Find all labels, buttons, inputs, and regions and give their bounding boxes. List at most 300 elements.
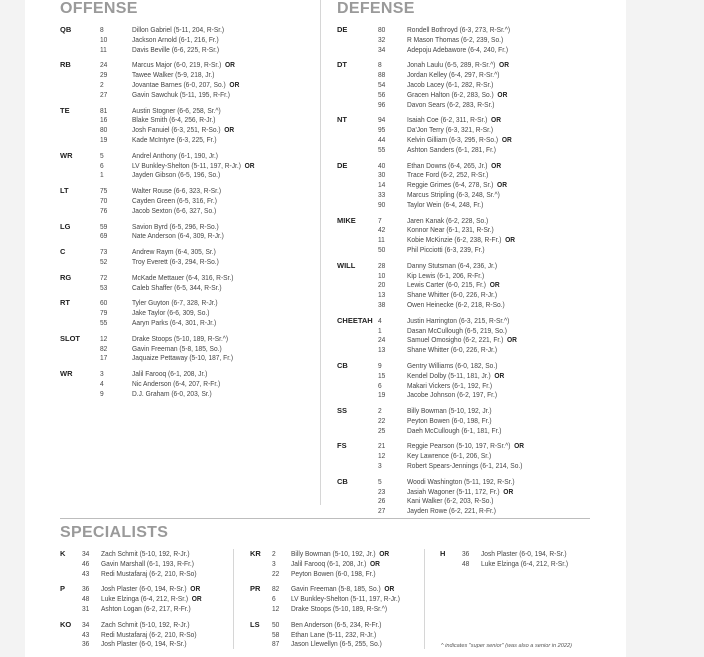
player-name: Billy Bowman (5-10, 192, Jr.) <box>407 406 492 416</box>
jersey-number: 22 <box>272 568 280 578</box>
jersey-number: 5 <box>100 150 104 160</box>
player-name: Tyler Guyton (6-7, 328, R-Jr.) <box>132 298 218 308</box>
player-entry <box>132 308 255 318</box>
player-entry <box>407 441 524 451</box>
position-label: KO <box>60 619 72 629</box>
jersey-number: 1 <box>378 325 382 335</box>
player-name: Davis Beville (6-6, 225, R-Sr.) <box>132 44 220 54</box>
player-name: Davon Sears (6-2, 283, R-Sr.) <box>407 99 495 109</box>
specialists-column-1 <box>60 549 210 655</box>
position-label: KR <box>250 549 261 558</box>
position-label: CB <box>337 476 348 486</box>
jersey-number: 53 <box>100 282 108 292</box>
player-entry <box>407 361 524 371</box>
position-group <box>337 25 534 54</box>
jersey-number: 13 <box>378 290 386 300</box>
player-name: Billy Bowman (5-10, 192, Jr.) <box>291 549 376 558</box>
jersey-number: 4 <box>100 378 104 388</box>
position-label: CB <box>337 360 348 370</box>
player-entry <box>132 318 255 328</box>
player-entry <box>407 45 524 55</box>
jersey-number: 32 <box>378 34 386 44</box>
position-group <box>440 549 576 569</box>
player-entry <box>132 389 255 399</box>
column-divider <box>320 0 321 505</box>
position-label: RT <box>60 298 70 308</box>
jersey-number: 8 <box>100 25 104 34</box>
player-name: McKade Mettauer (6-4, 316, R-Sr.) <box>132 272 234 282</box>
player-name: Robert Spears-Jennings (6-1, 214, So.) <box>407 461 523 471</box>
jersey-number: 29 <box>100 70 108 80</box>
player-entry <box>132 90 255 100</box>
position-label: SLOT <box>60 333 80 343</box>
specialists-divider-1 <box>233 549 234 649</box>
player-entry <box>132 125 255 135</box>
player-entry <box>132 196 255 206</box>
position-label: LG <box>60 221 71 231</box>
player-name: Jasiah Wagoner (5-11, 172, Fr.) <box>407 486 500 496</box>
player-entry <box>407 190 524 200</box>
jersey-number: 76 <box>100 205 108 215</box>
position-label: MIKE <box>337 215 356 225</box>
jersey-number: 36 <box>82 639 90 649</box>
jersey-number: 88 <box>378 70 386 80</box>
player-name: R Mason Thomas (6-2, 239, So.) <box>407 34 504 44</box>
player-name: Jalil Farooq (6-1, 208, Jr.) <box>132 369 208 379</box>
jersey-number: 12 <box>272 603 280 613</box>
jersey-number: 34 <box>378 44 386 54</box>
player-name: Woodi Washington (5-11, 192, R-Sr.) <box>407 476 515 486</box>
player-name: Josh Fanuiel (6-3, 251, R-So.) <box>132 125 221 135</box>
jersey-number: 79 <box>100 308 108 318</box>
jersey-number: 75 <box>100 186 108 196</box>
position-label: QB <box>60 25 72 34</box>
jersey-number: 52 <box>100 256 108 266</box>
position-group <box>60 273 265 293</box>
player-entry <box>407 261 524 271</box>
player-entry <box>407 100 524 110</box>
player-name: Andrew Raym (6-4, 305, Sr.) <box>132 247 216 257</box>
player-name: Peyton Bowen (6-0, 198, Fr.) <box>407 415 492 425</box>
player-name: Reggie Pearson (5-10, 197, R-Sr.^) <box>407 441 511 451</box>
player-entry <box>291 604 400 614</box>
player-entry <box>407 416 524 426</box>
player-name: Taylor Wein (6-4, 248, Fr.) <box>407 199 484 209</box>
or-marker: OR <box>370 558 380 568</box>
player-entry <box>407 35 524 45</box>
or-marker: OR <box>244 160 255 170</box>
player-entry <box>101 594 202 604</box>
player-name: Zach Schmit (5-10, 192, R-Jr.) <box>101 619 190 629</box>
position-group <box>337 216 534 255</box>
position-group <box>60 151 265 180</box>
jersey-number: 2 <box>272 549 276 558</box>
player-entry <box>132 80 255 90</box>
position-label: WILL <box>337 260 356 270</box>
jersey-number: 6 <box>272 594 276 604</box>
position-group <box>250 584 409 613</box>
player-entry <box>407 135 524 145</box>
player-entry <box>132 247 255 257</box>
player-entry <box>291 549 400 559</box>
jersey-number: 28 <box>378 260 386 270</box>
jersey-number: 38 <box>378 299 386 309</box>
player-name: Ethan Lane (5-11, 232, R-Jr.) <box>291 629 377 639</box>
player-entry <box>132 35 255 45</box>
player-entry <box>481 549 568 559</box>
position-group <box>337 477 534 516</box>
player-name: Ben Anderson (6-5, 234, R-Fr.) <box>291 619 382 629</box>
player-name: Jacob Sexton (6-6, 327, So.) <box>132 205 217 215</box>
position-label: C <box>60 247 66 257</box>
jersey-number: 36 <box>82 584 90 594</box>
or-marker: OR <box>506 335 517 345</box>
position-group <box>60 60 265 99</box>
player-entry <box>407 381 524 391</box>
jersey-number: 82 <box>272 584 280 594</box>
player-entry <box>407 115 524 125</box>
jersey-number: 33 <box>378 189 386 199</box>
player-entry <box>407 335 524 345</box>
jersey-number: 14 <box>378 180 386 190</box>
player-name: Luke Elzinga (6-4, 212, R-Sr.) <box>101 594 189 604</box>
player-name: Troy Everett (6-3, 294, R-So.) <box>132 256 219 266</box>
position-group <box>337 361 534 400</box>
player-name: Isaiah Coe (6-2, 311, R-Sr.) <box>407 115 488 125</box>
player-entry <box>481 559 568 569</box>
jersey-number: 11 <box>378 235 385 245</box>
specialists-column-3 <box>440 549 576 575</box>
player-entry <box>101 569 202 579</box>
position-group <box>60 584 210 613</box>
player-entry <box>407 225 524 235</box>
player-name: Trace Ford (6-2, 252, R-Sr.) <box>407 170 489 180</box>
player-name: Adepoju Adebawore (6-4, 240, Fr.) <box>407 44 509 54</box>
player-name: Jaquaize Pettaway (5-10, 187, Fr.) <box>132 353 234 363</box>
player-name: Shane Whitter (6-0, 226, R-Jr.) <box>407 345 498 355</box>
player-name: Reggie Grimes (6-4, 278, Sr.) <box>407 180 494 190</box>
or-marker: OR <box>224 60 235 70</box>
player-entry <box>132 135 255 145</box>
super-senior-footnote: ^ indicates "super senior" (was also a senior in 2022) <box>441 643 572 649</box>
or-marker: OR <box>224 125 235 135</box>
player-name: Kobie McKinzie (6-2, 238, R-Fr.) <box>407 235 502 245</box>
player-name: Aaryn Parks (6-4, 301, R-Jr.) <box>132 317 217 327</box>
position-label: H <box>440 549 446 558</box>
player-entry <box>132 379 255 389</box>
player-name: Danny Stutsman (6-4, 236, Jr.) <box>407 260 498 270</box>
player-entry <box>407 280 524 290</box>
player-entry <box>407 90 524 100</box>
jersey-number: 7 <box>378 215 382 225</box>
jersey-number: 46 <box>82 558 90 568</box>
jersey-number: 24 <box>100 60 108 70</box>
player-entry <box>407 451 524 461</box>
jersey-number: 3 <box>272 558 276 568</box>
player-name: Ashton Sanders (6-1, 281, Fr.) <box>407 144 496 154</box>
player-entry <box>132 369 255 379</box>
player-name: Gracen Halton (6-2, 283, So.) <box>407 89 494 99</box>
player-entry <box>132 106 255 116</box>
player-name: Owen Heinecke (6-2, 218, R-So.) <box>407 299 505 309</box>
player-name: Walter Rouse (6-6, 323, R-Sr.) <box>132 186 222 196</box>
player-entry <box>132 353 255 363</box>
player-name: Zach Schmit (5-10, 192, R-Jr.) <box>101 549 190 558</box>
position-label: WR <box>60 150 73 160</box>
player-name: Kip Lewis (6-1, 206, R-Fr.) <box>407 270 485 280</box>
player-entry <box>132 115 255 125</box>
jersey-number: 94 <box>378 115 386 125</box>
player-name: Kade McIntyre (6-3, 225, Fr.) <box>132 134 217 144</box>
or-marker: OR <box>491 160 502 170</box>
position-group <box>60 247 265 267</box>
player-name: Da'Jon Terry (6-3, 321, R-Sr.) <box>407 125 494 135</box>
jersey-number: 19 <box>100 134 108 144</box>
jersey-number: 27 <box>378 506 386 516</box>
player-name: Austin Stogner (6-6, 258, Sr.^) <box>132 105 221 115</box>
player-entry <box>407 300 524 310</box>
player-name: Konnor Near (6-1, 231, R-Sr.) <box>407 225 494 235</box>
jersey-number: 1 <box>100 170 104 180</box>
position-group <box>250 549 409 578</box>
or-marker: OR <box>491 115 501 125</box>
or-marker: OR <box>191 594 202 604</box>
player-name: Cayden Green (6-5, 316, Fr.) <box>132 195 217 205</box>
position-label: CHEETAH <box>337 315 373 325</box>
player-entry <box>407 235 524 245</box>
jersey-number: 70 <box>100 195 108 205</box>
jersey-number: 59 <box>100 221 108 231</box>
jersey-number: 23 <box>378 486 386 496</box>
position-group <box>60 106 265 145</box>
player-name: Blake Smith (6-4, 256, R-Jr.) <box>132 115 216 125</box>
player-entry <box>132 25 255 35</box>
player-name: Jacob Lacey (6-1, 282, R-Sr.) <box>407 79 494 89</box>
position-label: WR <box>60 369 73 379</box>
jersey-number: 9 <box>100 388 104 398</box>
or-marker: OR <box>229 79 240 89</box>
position-label: SS <box>337 406 348 416</box>
position-group <box>337 115 534 154</box>
jersey-number: 34 <box>82 549 90 558</box>
or-marker: OR <box>514 441 525 451</box>
player-name: Caleb Shaffer (6-5, 344, R-Sr.) <box>132 282 222 292</box>
player-name: D.J. Graham (6-0, 203, Sr.) <box>132 388 212 398</box>
position-group <box>250 620 409 649</box>
player-name: Gavin Freeman (5-8, 185, So.) <box>291 584 381 594</box>
player-entry <box>132 161 255 171</box>
jersey-number: 2 <box>100 79 104 89</box>
player-entry <box>132 206 255 216</box>
player-name: Jalil Farooq (6-1, 208, Jr.) <box>291 558 367 568</box>
player-name: Drake Stoops (5-10, 189, R-Sr.^) <box>132 333 229 343</box>
player-entry <box>132 186 255 196</box>
specialists-column-2 <box>250 549 409 655</box>
player-entry <box>407 326 524 336</box>
jersey-number: 55 <box>378 144 386 154</box>
player-entry <box>132 70 255 80</box>
jersey-number: 60 <box>100 298 108 308</box>
player-entry <box>101 559 202 569</box>
player-name: Jaren Kanak (6-2, 228, So.) <box>407 215 489 225</box>
position-label: NT <box>337 115 347 125</box>
player-entry <box>407 477 524 487</box>
jersey-number: 56 <box>378 89 386 99</box>
position-label: DT <box>337 60 347 70</box>
jersey-number: 11 <box>100 44 107 54</box>
player-entry <box>407 426 524 436</box>
section-rule <box>60 518 590 519</box>
jersey-number: 30 <box>378 170 386 180</box>
player-name: Ethan Downs (6-4, 265, Jr.) <box>407 160 488 170</box>
jersey-number: 31 <box>82 603 90 613</box>
position-group <box>60 369 265 398</box>
jersey-number: 27 <box>100 89 108 99</box>
jersey-number: 44 <box>378 134 386 144</box>
player-entry <box>291 620 400 630</box>
player-name: Jovantae Barnes (6-0, 207, So.) <box>132 79 226 89</box>
player-name: Redi Mustafaraj (6-2, 210, R-So) <box>101 629 197 639</box>
position-label: K <box>60 549 66 558</box>
player-entry <box>407 180 524 190</box>
position-group <box>60 298 265 327</box>
player-name: Tawee Walker (5-9, 218, Jr.) <box>132 70 215 80</box>
defense-title: DEFENSE <box>337 0 415 17</box>
jersey-number: 54 <box>378 79 386 89</box>
jersey-number: 24 <box>378 335 386 345</box>
jersey-number: 50 <box>272 619 280 629</box>
jersey-number: 80 <box>100 125 108 135</box>
player-entry <box>291 594 400 604</box>
jersey-number: 50 <box>378 244 386 254</box>
position-group <box>60 222 265 242</box>
player-name: Savion Byrd (6-5, 296, R-So.) <box>132 221 219 231</box>
player-entry <box>407 390 524 400</box>
player-name: Gavin Sawchuk (5-11, 195, R-Fr.) <box>132 89 231 99</box>
player-entry <box>407 461 524 471</box>
player-name: Josh Plaster (6-0, 194, R-Sr.) <box>481 549 567 558</box>
jersey-number: 36 <box>462 549 470 558</box>
jersey-number: 3 <box>378 461 382 471</box>
player-entry <box>407 506 524 516</box>
position-group <box>60 25 265 54</box>
jersey-number: 6 <box>378 380 382 390</box>
jersey-number: 34 <box>82 619 90 629</box>
jersey-number: 55 <box>100 317 108 327</box>
player-entry <box>407 245 524 255</box>
player-name: Kelvin Gilliam (6-3, 295, R-So.) <box>407 134 499 144</box>
or-marker: OR <box>503 486 514 496</box>
position-label: RG <box>60 272 72 282</box>
player-name: Gavin Freeman (5-8, 185, So.) <box>132 343 222 353</box>
jersey-number: 43 <box>82 629 90 639</box>
player-entry <box>291 584 400 594</box>
player-name: Andrel Anthony (6-1, 190, Jr.) <box>132 150 219 160</box>
or-marker: OR <box>379 549 390 558</box>
or-marker: OR <box>384 584 395 594</box>
jersey-number: 21 <box>378 441 386 451</box>
position-label: FS <box>337 441 347 451</box>
player-name: Jayden Rowe (6-2, 221, R-Fr.) <box>407 506 496 516</box>
player-entry <box>132 222 255 232</box>
position-group <box>337 60 534 109</box>
jersey-number: 10 <box>378 270 386 280</box>
jersey-number: 8 <box>378 60 382 70</box>
or-marker: OR <box>497 180 507 190</box>
player-entry <box>407 60 524 70</box>
player-entry <box>132 298 255 308</box>
player-entry <box>132 344 255 354</box>
player-name: Jordan Kelley (6-4, 297, R-Sr.^) <box>407 70 500 80</box>
or-marker: OR <box>501 134 512 144</box>
position-label: DE <box>337 160 348 170</box>
player-name: LV Bunkley-Shelton (5-11, 197, R-Jr.) <box>291 594 400 604</box>
player-entry <box>101 639 202 649</box>
jersey-number: 72 <box>100 272 108 282</box>
player-name: Samuel Omosigho (6-2, 221, Fr.) <box>407 335 504 345</box>
player-name: Daeh McCullough (6-1, 181, Fr.) <box>407 425 502 435</box>
position-group <box>60 334 265 363</box>
jersey-number: 90 <box>378 199 386 209</box>
jersey-number: 58 <box>272 629 280 639</box>
jersey-number: 25 <box>378 425 386 435</box>
or-marker: OR <box>494 370 505 380</box>
player-name: Jacobe Johnson (6-2, 197, Fr.) <box>407 390 498 400</box>
specialists-divider-2 <box>424 549 425 649</box>
player-entry <box>407 125 524 135</box>
position-label: RB <box>60 60 71 70</box>
offense-depth-list <box>60 25 265 405</box>
position-group <box>337 441 534 470</box>
player-entry <box>132 170 255 180</box>
player-entry <box>132 151 255 161</box>
player-entry <box>101 549 202 559</box>
player-name: Luke Elzinga (6-4, 212, R-Sr.) <box>481 558 569 568</box>
player-entry <box>407 316 524 326</box>
player-name: Jayden Gibson (6-5, 196, So.) <box>132 170 221 180</box>
position-group <box>60 549 210 578</box>
position-label: LT <box>60 186 69 196</box>
player-name: Jason Llewellyn (6-5, 255, So.) <box>291 639 382 649</box>
player-name: Dasan McCullough (6-5, 219, So.) <box>407 325 507 335</box>
player-entry <box>132 45 255 55</box>
player-name: Josh Plaster (6-0, 194, R-Sr.) <box>101 639 187 649</box>
player-name: Justin Harrington (6-3, 215, R-Sr.^) <box>407 315 510 325</box>
player-entry <box>407 80 524 90</box>
jersey-number: 13 <box>378 345 386 355</box>
or-marker: OR <box>497 89 508 99</box>
player-entry <box>101 630 202 640</box>
player-name: LV Bunkley-Shelton (5-11, 197, R-Jr.) <box>132 160 241 170</box>
player-name: Nate Anderson (6-4, 309, R-Jr.) <box>132 231 224 241</box>
player-name: Redi Mustafaraj (6-2, 210, R-So) <box>101 568 197 578</box>
player-entry <box>132 231 255 241</box>
player-name: Gentry Williams (6-0, 182, So.) <box>407 360 498 370</box>
player-name: Marcus Stripling (6-3, 248, Sr.^) <box>407 189 500 199</box>
player-name: Gavin Marshall (6-1, 193, R-Fr.) <box>101 558 194 568</box>
player-entry <box>291 569 400 579</box>
player-entry <box>407 145 524 155</box>
jersey-number: 48 <box>82 594 90 604</box>
position-label: LS <box>250 619 260 629</box>
player-name: Jonah Laulu (6-5, 289, R-Sr.^) <box>407 60 496 70</box>
player-entry <box>132 273 255 283</box>
jersey-number: 12 <box>100 333 108 343</box>
jersey-number: 22 <box>378 415 386 425</box>
jersey-number: 43 <box>82 568 90 578</box>
player-entry <box>101 604 202 614</box>
player-name: Kendel Dolby (5-11, 181, Jr.) <box>407 370 491 380</box>
